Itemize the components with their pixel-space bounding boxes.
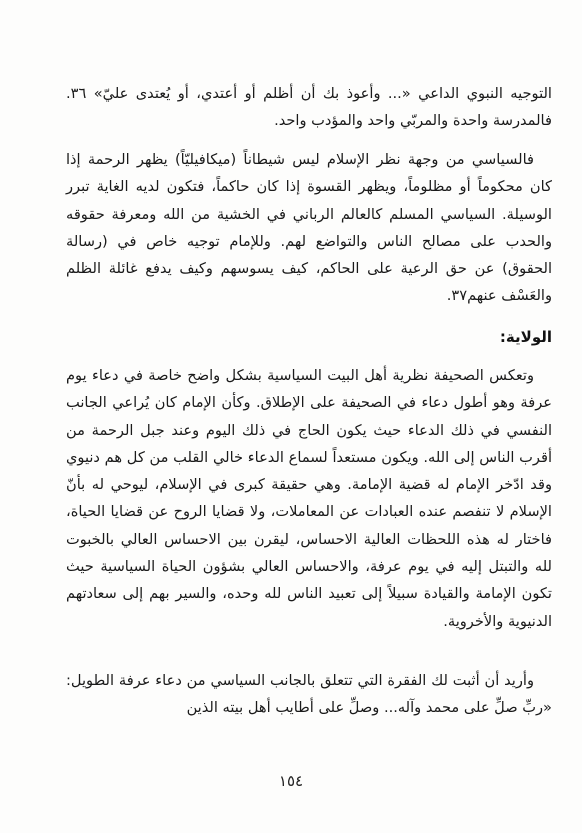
section-heading-wilaya: الولاية: xyxy=(499,328,552,346)
paragraph-arafa-quote: وأريد أن أثبت لك الفقرة التي تتعلق بالجانب السياسي من دعاء عرفة الطويل: «ربِّ صلِّ على محمد وآله... وصلِّ على أطايب أهل بيته الذين xyxy=(66,672,552,717)
paragraph-sahifa-arafa: وتعكس الصحيفة نظرية أهل البيت السياسية بشكل واضح خاصة في دعاء يوم عرفة وهو أطول دعاء في الصحيفة على الإطلاق. وكأن الإمام كان يُراعي الجانب النفسي في ذلك الدعاء حيث يكون الحاج في ذلك اليوم وعند جبل الرحمة من أقرب الناس إلى الله. ويكون مستعداً لسماع الدعاء خالي القلب من كل هم دنيوي وقد ادّخر الإمام له قضية الإمامة. وهي حقيقة كبرى في الإسلام، ليوحي له بأنّ الإسلام لا تنفصم عنده العبادات عن المعاملات، ولا قضايا الروح عن قضايا الحياة، فاختار له هذه اللحظات العالية الاحساس، ليقرن بين الاحساس العالي بالخبوت لله والتبتل إليه في يوم عرفة، والاحساس العالي بشؤون الحياة السياسية حيث تكون الإمامة والقيادة سبيلاً إلى تعبيد الناس لله وحده، والسير بهم إلى سعادتهم الدنيوية والأخروية. xyxy=(66,367,552,630)
page-number: ١٥٤ xyxy=(278,772,304,790)
paragraph-politician-view: فالسياسي من وجهة نظر الإسلام ليس شيطاناً (ميكافيليّاً) يظهر الرحمة إذا كان محكوماً أو مظلوماً، ويظهر القسوة إذا كان حاكماً، فتكون لديه الغاية تبرر الوسيلة. السياسي المسلم كالعالم الرباني في الخشية من الله ومعرفة حقوقه والحدب على مصالح الناس والتواضع لهم. وللإمام توجيه خاص في (رسالة الحقوق) عن حق الرعية على الحاكم، كيف يسوسهم وكيف يدفع غائلة الظلم والعَسْف عنهم٣٧. xyxy=(66,151,552,305)
paragraph-prophetic-guidance: التوجيه النبوي الداعي «... وأعوذ بك أن أظلم أو أعتدي، أو يُعتدى عليّ» ٣٦. فالمدرسة واحدة والمربّي واحد والمؤدب واحد. xyxy=(66,85,552,130)
